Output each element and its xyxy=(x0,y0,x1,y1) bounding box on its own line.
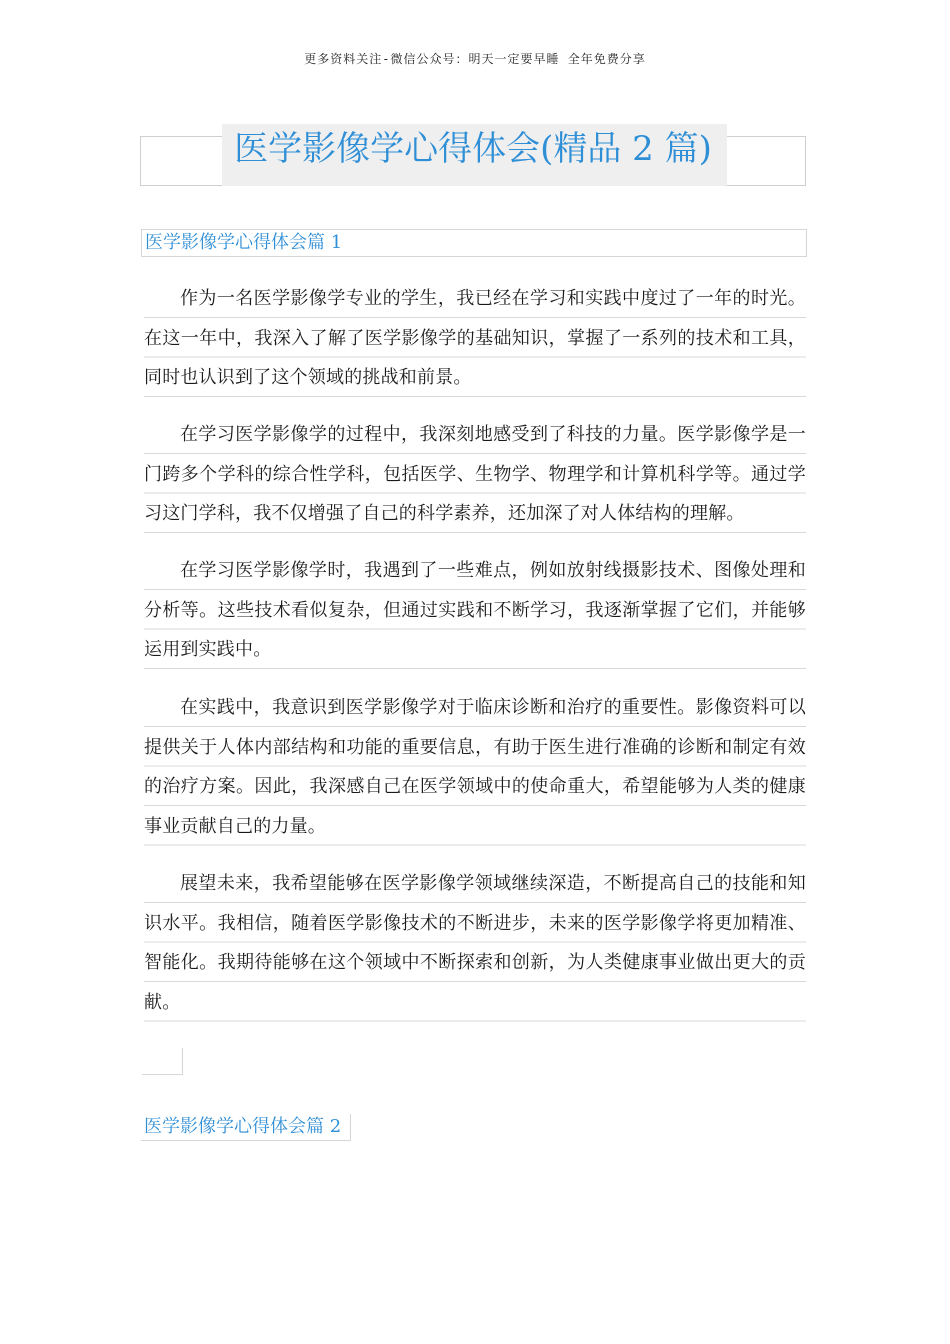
paragraph-2: 在学习医学影像学的过程中，我深刻地感受到了科技的力量。医学影像学是一门跨多个学科的综合性学科，包括医学、生物学、物理学和计算机科学等。通过学习这门学科，我不仅增强了自己的科学素养，还加深了对人体结构的理解。 xyxy=(144,415,806,534)
paragraph-5: 展望未来，我希望能够在医学影像学领域继续深造，不断提高自己的技能和知识水平。我相信，随着医学影像技术的不断进步，未来的医学影像学将更加精准、智能化。我期待能够在这个领域中不断探索和创新，为人类健康事业做出更大的贡献。 xyxy=(144,864,806,1022)
paragraph-3: 在学习医学影像学时，我遇到了一些难点，例如放射线摄影技术、图像处理和分析等。这些技术看似复杂，但通过实践和不断学习，我逐渐掌握了它们，并能够运用到实践中。 xyxy=(144,551,806,670)
section-heading-2: 医学影像学心得体会篇 2 xyxy=(141,1114,351,1141)
section-heading-1: 医学影像学心得体会篇 1 xyxy=(141,229,807,257)
paragraph-4: 在实践中，我意识到医学影像学对于临床诊断和治疗的重要性。影像资料可以提供关于人体内部结构和功能的重要信息，有助于医生进行准确的诊断和制定有效的治疗方案。因此，我深感自己在医学领域中的使命重大，希望能够为人类的健康事业贡献自己的力量。 xyxy=(144,688,806,846)
empty-placeholder-box xyxy=(142,1048,183,1075)
paragraph-1: 作为一名医学影像学专业的学生，我已经在学习和实践中度过了一年的时光。在这一年中，我深入了解了医学影像学的基础知识，掌握了一系列的技术和工具，同时也认识到了这个领域的挑战和前景。 xyxy=(144,279,806,398)
document-title: 医学影像学心得体会(精品 2 篇) xyxy=(234,129,712,169)
page-header-notice: 更多资料关注-微信公众号：明天一定要早睡 全年免费分享 xyxy=(304,52,646,66)
